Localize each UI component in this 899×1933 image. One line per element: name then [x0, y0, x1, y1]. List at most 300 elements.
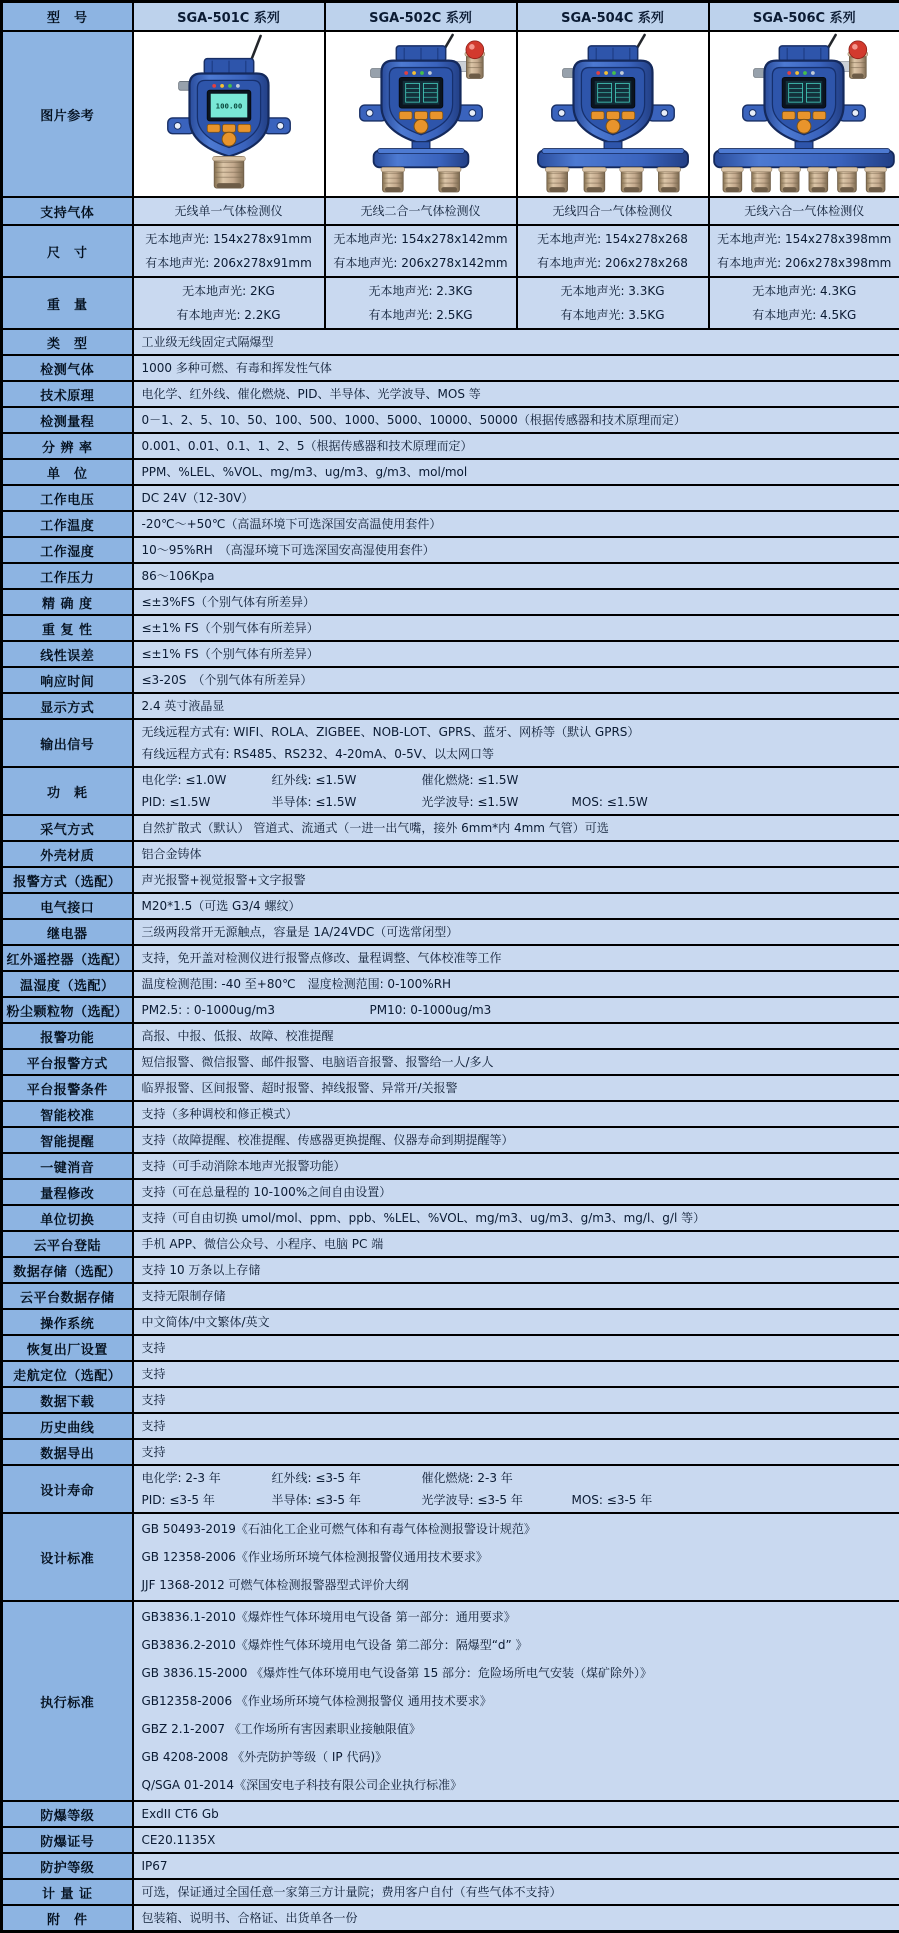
value-cell — [133, 1101, 899, 1127]
value-cell — [133, 1257, 899, 1283]
spec-row — [2, 485, 899, 511]
spec-row — [2, 1827, 899, 1853]
sensor-cylinder — [545, 167, 569, 192]
value-segment: 电化学: 2-3 年 — [142, 1470, 272, 1486]
value-line: 无线远程方式有: WIFI、ROLA、ZIGBEE、NOB-LOT、GPRS、蓝牙、网桥等（默认 GPRS） — [140, 721, 894, 743]
value-line: 临界报警、区间报警、超时报警、掉线报警、异常开/关报警 — [140, 1077, 894, 1099]
value-segment: PM10: 0-1000ug/m3 — [370, 1002, 492, 1018]
sensor-cylinder — [619, 167, 643, 192]
alarm-beacon — [849, 41, 867, 59]
value-cell — [133, 511, 899, 537]
row-label: 云平台数据存储 — [2, 1283, 133, 1309]
value-line: 包装箱、说明书、合格证、出货单各一份 — [140, 1907, 894, 1929]
value-line: 支持 — [140, 1363, 894, 1385]
value-segment: 光学波导: ≤1.5W — [422, 794, 572, 810]
value-line: 无本地声光: 4.3KG — [716, 279, 894, 303]
value-segment: 红外线: ≤3-5 年 — [272, 1470, 422, 1486]
value-line: 无本地声光: 2KG — [140, 279, 318, 303]
value-cell — [133, 329, 899, 355]
row-label: 重 量 — [2, 277, 133, 329]
value-line: 有本地声光: 206x278x142mm — [332, 251, 510, 275]
value-line: 有本地声光: 206x278x268 — [524, 251, 702, 275]
value-cell — [133, 867, 899, 893]
value-line: 电化学、红外线、催化燃烧、PID、半导体、光学波导、MOS 等 — [140, 383, 894, 405]
value-cell — [133, 1153, 899, 1179]
value-segment: 半导体: ≤1.5W — [272, 794, 422, 810]
spec-row — [2, 693, 899, 719]
value-cell — [133, 919, 899, 945]
row-label: 设计寿命 — [2, 1465, 133, 1513]
device-image-cell-sga-506c — [709, 31, 899, 197]
device-button — [222, 132, 236, 146]
value-segment: MOS: ≤1.5W — [572, 794, 648, 810]
value-cell — [133, 1335, 899, 1361]
spec-row — [2, 1387, 899, 1413]
value-line: 无本地声光: 154x278x268 — [524, 227, 702, 251]
row-label: 智能提醒 — [2, 1127, 133, 1153]
row-label: 执行标准 — [2, 1601, 133, 1801]
value-cell — [133, 693, 899, 719]
value-line: 86～106Kpa — [140, 565, 894, 587]
row-label: 平台报警条件 — [2, 1075, 133, 1101]
value-line: 手机 APP、微信公众号、小程序、电脑 PC 端 — [140, 1233, 894, 1255]
row-label: 防爆等级 — [2, 1801, 133, 1827]
value-line: ≤±1% FS（个别气体有所差异） — [140, 643, 894, 665]
value-segment: 电化学: ≤1.0W — [142, 772, 272, 788]
spec-row — [2, 1309, 899, 1335]
row-label: 型 号 — [2, 2, 133, 32]
spec-row — [2, 667, 899, 693]
row-label: 采气方式 — [2, 815, 133, 841]
value-line: 支持 — [140, 1389, 894, 1411]
value-line: 0－1、2、5、10、50、100、500、1000、5000、10000、50000（根据传感器和技术原理而定） — [140, 409, 894, 431]
value-cell — [133, 589, 899, 615]
value-cell — [133, 1465, 899, 1513]
value-cell — [133, 1205, 899, 1231]
value-cell — [133, 1023, 899, 1049]
spec-row — [2, 1205, 899, 1231]
value-cell — [709, 197, 899, 225]
value-line: 无本地声光: 154x278x142mm — [332, 227, 510, 251]
row-label: 检测量程 — [2, 407, 133, 433]
value-line: 有本地声光: 206x278x91mm — [140, 251, 318, 275]
row-label: 输出信号 — [2, 719, 133, 767]
spec-row — [2, 563, 899, 589]
spec-row — [2, 1853, 899, 1879]
value-segment: 光学波导: ≤3-5 年 — [422, 1492, 572, 1508]
value-line: Q/SGA 01-2014《深国安电子科技有限公司企业执行标准》 — [140, 1771, 894, 1799]
value-cell — [133, 841, 899, 867]
spec-row — [2, 1413, 899, 1439]
spec-row — [2, 1335, 899, 1361]
value-cell — [133, 1387, 899, 1413]
value-segment: 催化燃烧: 2-3 年 — [422, 1470, 513, 1486]
value-cell — [133, 1905, 899, 1932]
model-header: SGA-506C 系列 — [709, 2, 899, 32]
row-label: 报警方式（选配） — [2, 867, 133, 893]
value-line: 无线二合一气体检测仪 — [332, 199, 510, 223]
value-cell — [133, 485, 899, 511]
row-label: 检测气体 — [2, 355, 133, 381]
value-cell — [133, 719, 899, 767]
value-line: 支持（可手动消除本地声光报警功能） — [140, 1155, 894, 1177]
svg-text:100.00: 100.00 — [215, 102, 242, 111]
value-cell — [133, 1513, 899, 1601]
value-cell — [133, 1827, 899, 1853]
value-line: 有本地声光: 206x278x398mm — [716, 251, 894, 275]
value-line: DC 24V（12-30V） — [140, 487, 894, 509]
value-cell — [325, 225, 517, 277]
row-label: 类 型 — [2, 329, 133, 355]
value-cell — [133, 1231, 899, 1257]
value-cell — [133, 997, 899, 1023]
row-label: 温湿度（选配） — [2, 971, 133, 997]
row-label: 图片参考 — [2, 31, 133, 197]
value-cell — [133, 563, 899, 589]
value-segment: 催化燃烧: ≤1.5W — [422, 772, 519, 788]
value-line: 高报、中报、低报、故障、校准提醒 — [140, 1025, 894, 1047]
value-cell — [133, 1179, 899, 1205]
model-header: SGA-502C 系列 — [325, 2, 517, 32]
spec-row — [2, 867, 899, 893]
spec-row — [2, 1049, 899, 1075]
spec-row — [2, 1361, 899, 1387]
value-line: 支持（可在总量程的 10-100%之间自由设置） — [140, 1181, 894, 1203]
value-line: 0.001、0.01、0.1、1、2、5（根据传感器和技术原理而定） — [140, 435, 894, 457]
value-cell — [133, 1801, 899, 1827]
value-cell — [133, 381, 899, 407]
value-line: CE20.1135X — [140, 1829, 894, 1851]
spec-row — [2, 767, 899, 815]
value-cell — [133, 1127, 899, 1153]
value-line: 2.4 英寸液晶显 — [140, 695, 894, 717]
spec-row — [2, 407, 899, 433]
spec-row — [2, 1601, 899, 1801]
spec-row — [2, 589, 899, 615]
row-label: 防护等级 — [2, 1853, 133, 1879]
value-line: 有本地声光: 3.5KG — [524, 303, 702, 327]
sensor-cylinder — [836, 167, 858, 192]
value-line: 无本地声光: 154x278x91mm — [140, 227, 318, 251]
value-cell — [133, 1853, 899, 1879]
value-cell — [133, 667, 899, 693]
spec-row — [2, 1231, 899, 1257]
row-label: 技术原理 — [2, 381, 133, 407]
row-label: 线性误差 — [2, 641, 133, 667]
spec-row — [2, 997, 899, 1023]
row-label: 分 辨 率 — [2, 433, 133, 459]
sensor-cylinder — [656, 167, 680, 192]
row-label: 防爆证号 — [2, 1827, 133, 1853]
value-line: 支持 — [140, 1337, 894, 1359]
spec-row — [2, 1179, 899, 1205]
spec-row — [2, 1023, 899, 1049]
spec-row — [2, 381, 899, 407]
value-line: ≤3-20S （个别气体有所差异） — [140, 669, 894, 691]
value-cell — [133, 1075, 899, 1101]
value-cell — [133, 945, 899, 971]
value-line: -20℃～+50℃（高温环境下可选深国安高温使用套件） — [140, 513, 894, 535]
spec-row — [2, 355, 899, 381]
value-cell — [325, 277, 517, 329]
value-line: 铝合金铸体 — [140, 843, 894, 865]
device-image-cell-sga-504c — [517, 31, 709, 197]
spec-row — [2, 1439, 899, 1465]
value-line: 10～95%RH （高湿环境下可选深国安高湿使用套件） — [140, 539, 894, 561]
spec-row — [2, 1257, 899, 1283]
value-line: 支持，免开盖对检测仪进行报警点修改、量程调整、气体校准等工作 — [140, 947, 894, 969]
spec-row — [2, 2, 899, 32]
row-label: 数据存储（选配） — [2, 1257, 133, 1283]
sensor-cylinder — [808, 167, 830, 192]
value-segment: MOS: ≤3-5 年 — [572, 1492, 653, 1508]
sensor-cylinder — [779, 167, 801, 192]
spec-row — [2, 945, 899, 971]
value-line: 温度检测范围: -40 至+80℃ 湿度检测范围: 0-100%RH — [140, 973, 894, 995]
spec-row — [2, 919, 899, 945]
spec-row — [2, 1801, 899, 1827]
sensor-cylinder — [582, 167, 606, 192]
value-line: GB 50493-2019《石油化工企业可燃气体和有毒气体检测报警设计规范》 — [140, 1515, 894, 1543]
sensor-cylinder — [380, 167, 404, 192]
spec-row — [2, 1465, 899, 1513]
value-cell — [133, 1413, 899, 1439]
device-image — [519, 32, 707, 193]
device-button — [606, 119, 620, 133]
value-line: 无本地声光: 2.3KG — [332, 279, 510, 303]
value-line: ExdII CT6 Gb — [140, 1803, 894, 1825]
device-button — [797, 119, 811, 133]
value-line: ≤±1% FS（个别气体有所差异） — [140, 617, 894, 639]
row-label: 智能校准 — [2, 1101, 133, 1127]
alarm-beacon — [465, 41, 483, 59]
value-cell — [517, 277, 709, 329]
value-cell — [133, 615, 899, 641]
spec-row — [2, 1075, 899, 1101]
value-line — [140, 1467, 894, 1489]
value-cell — [517, 197, 709, 225]
value-line: 中文简体/中文繁体/英文 — [140, 1311, 894, 1333]
row-label: 恢复出厂设置 — [2, 1335, 133, 1361]
spec-row — [2, 841, 899, 867]
row-label: 云平台登陆 — [2, 1231, 133, 1257]
value-segment: 红外线: ≤1.5W — [272, 772, 422, 788]
row-label: 附 件 — [2, 1905, 133, 1932]
sensor-cylinder — [722, 167, 744, 192]
spec-row — [2, 197, 899, 225]
row-label: 精 确 度 — [2, 589, 133, 615]
spec-row — [2, 433, 899, 459]
row-label: 重 复 性 — [2, 615, 133, 641]
value-line: M20*1.5（可选 G3/4 螺纹） — [140, 895, 894, 917]
spec-row — [2, 719, 899, 767]
spec-row — [2, 1127, 899, 1153]
value-cell — [133, 1309, 899, 1335]
value-cell — [133, 971, 899, 997]
row-label: 尺 寸 — [2, 225, 133, 277]
row-label: 响应时间 — [2, 667, 133, 693]
value-line — [140, 1489, 894, 1511]
sensor-cylinder — [865, 167, 887, 192]
row-label: 工作温度 — [2, 511, 133, 537]
row-label: 数据下载 — [2, 1387, 133, 1413]
value-cell — [133, 225, 325, 277]
model-header: SGA-504C 系列 — [517, 2, 709, 32]
spec-row — [2, 641, 899, 667]
value-line: 支持 — [140, 1415, 894, 1437]
value-line: 工业级无线固定式隔爆型 — [140, 331, 894, 353]
spec-row — [2, 615, 899, 641]
value-line: 有线远程方式有: RS485、RS232、4-20mA、0-5V、以太网口等 — [140, 743, 894, 765]
value-segment: 半导体: ≤3-5 年 — [272, 1492, 422, 1508]
value-line — [140, 769, 894, 791]
row-label: 单位切换 — [2, 1205, 133, 1231]
row-label: 设计标准 — [2, 1513, 133, 1601]
value-cell — [133, 1049, 899, 1075]
row-label: 工作湿度 — [2, 537, 133, 563]
value-cell — [133, 407, 899, 433]
value-cell — [133, 459, 899, 485]
device-image — [135, 32, 323, 193]
spec-row — [2, 329, 899, 355]
value-cell — [133, 641, 899, 667]
device-image-cell-sga-501c — [133, 31, 325, 197]
spec-row — [2, 277, 899, 329]
value-cell — [133, 355, 899, 381]
row-label: 外壳材质 — [2, 841, 133, 867]
row-label: 工作电压 — [2, 485, 133, 511]
row-label: 数据导出 — [2, 1439, 133, 1465]
sensor-cylinder — [437, 167, 461, 192]
spec-row — [2, 1905, 899, 1932]
value-cell — [133, 893, 899, 919]
value-line: 支持无限制存储 — [140, 1285, 894, 1307]
value-line: 支持 — [140, 1441, 894, 1463]
spec-row — [2, 1283, 899, 1309]
value-cell — [133, 1439, 899, 1465]
spec-row — [2, 893, 899, 919]
row-label: 计 量 证 — [2, 1879, 133, 1905]
value-cell — [133, 537, 899, 563]
value-line: 无本地声光: 154x278x398mm — [716, 227, 894, 251]
value-line: 可选，保证通过全国任意一家第三方计量院；费用客户自付（有些气体不支持） — [140, 1881, 894, 1903]
row-label: 红外遥控器（选配） — [2, 945, 133, 971]
spec-row — [2, 537, 899, 563]
value-line: 有本地声光: 2.2KG — [140, 303, 318, 327]
device-image — [710, 32, 898, 193]
row-label: 电气接口 — [2, 893, 133, 919]
row-label: 历史曲线 — [2, 1413, 133, 1439]
row-label: 报警功能 — [2, 1023, 133, 1049]
model-header: SGA-501C 系列 — [133, 2, 325, 32]
value-line: ≤±3%FS（个别气体有所差异） — [140, 591, 894, 613]
row-label: 支持气体 — [2, 197, 133, 225]
value-line: 无本地声光: 3.3KG — [524, 279, 702, 303]
value-line: PPM、%LEL、%VOL、mg/m3、ug/m3、g/m3、mol/mol — [140, 461, 894, 483]
value-line: JJF 1368-2012 可燃气体检测报警器型式评价大纲 — [140, 1571, 894, 1599]
value-line: 无线六合一气体检测仪 — [716, 199, 894, 223]
value-cell — [133, 1601, 899, 1801]
value-line: 支持（多种调校和修正模式） — [140, 1103, 894, 1125]
row-label: 功 耗 — [2, 767, 133, 815]
row-label: 工作压力 — [2, 563, 133, 589]
spec-row — [2, 1513, 899, 1601]
value-line: 声光报警+视觉报警+文字报警 — [140, 869, 894, 891]
device-button — [414, 119, 428, 133]
spec-row — [2, 971, 899, 997]
value-line: 有本地声光: 2.5KG — [332, 303, 510, 327]
value-line: GB 12358-2006《作业场所环境气体检测报警仪通用技术要求》 — [140, 1543, 894, 1571]
value-cell — [133, 277, 325, 329]
value-cell — [133, 433, 899, 459]
value-line: 自然扩散式（默认） 管道式、流通式（一进一出气嘴，接外 6mm*内 4mm 气管）可选 — [140, 817, 894, 839]
spec-row — [2, 31, 899, 197]
row-label: 操作系统 — [2, 1309, 133, 1335]
spec-row — [2, 815, 899, 841]
row-label: 粉尘颗粒物（选配） — [2, 997, 133, 1023]
value-cell — [709, 225, 899, 277]
sensor-cylinder — [750, 167, 772, 192]
device-image-cell-sga-502c — [325, 31, 517, 197]
value-line — [140, 999, 894, 1021]
device-image — [327, 32, 515, 193]
value-cell — [133, 1879, 899, 1905]
value-line: 有本地声光: 4.5KG — [716, 303, 894, 327]
row-label: 继电器 — [2, 919, 133, 945]
spec-row — [2, 225, 899, 277]
value-line: 三级两段常开无源触点，容量是 1A/24VDC（可选常闭型） — [140, 921, 894, 943]
value-cell — [133, 197, 325, 225]
value-line: GBZ 2.1-2007 《工作场所有害因素职业接触限值》 — [140, 1715, 894, 1743]
value-line: 无线单一气体检测仪 — [140, 199, 318, 223]
row-label: 走航定位（选配） — [2, 1361, 133, 1387]
spec-row — [2, 1153, 899, 1179]
value-cell — [133, 1361, 899, 1387]
value-line: 1000 多种可燃、有毒和挥发性气体 — [140, 357, 894, 379]
value-line: GB12358-2006 《作业场所环境气体检测报警仪 通用技术要求》 — [140, 1687, 894, 1715]
row-label: 平台报警方式 — [2, 1049, 133, 1075]
value-line: 支持 10 万条以上存储 — [140, 1259, 894, 1281]
value-cell — [325, 197, 517, 225]
spec-row — [2, 459, 899, 485]
row-label: 量程修改 — [2, 1179, 133, 1205]
value-segment: PID: ≤3-5 年 — [142, 1492, 272, 1508]
value-cell — [133, 815, 899, 841]
value-line: 短信报警、微信报警、邮件报警、电脑语音报警、报警给一人/多人 — [140, 1051, 894, 1073]
value-line: 支持（可自由切换 umol/mol、ppm、ppb、%LEL、%VOL、mg/m3、ug/m3、g/m3、mg/l、g/l 等） — [140, 1207, 894, 1229]
value-line: GB3836.2-2010《爆炸性气体环境用电气设备 第二部分：隔爆型“d” 》 — [140, 1631, 894, 1659]
value-line: IP67 — [140, 1855, 894, 1877]
row-label: 一键消音 — [2, 1153, 133, 1179]
value-segment: PID: ≤1.5W — [142, 794, 272, 810]
spec-row — [2, 1879, 899, 1905]
value-line: 支持（故障提醒、校准提醒、传感器更换提醒、仪器寿命到期提醒等） — [140, 1129, 894, 1151]
value-cell — [709, 277, 899, 329]
value-cell — [133, 1283, 899, 1309]
sensor-cylinder — [212, 156, 245, 188]
value-line: GB 4208-2008 《外壳防护等级（ IP 代码)》 — [140, 1743, 894, 1771]
value-line: 无线四合一气体检测仪 — [524, 199, 702, 223]
value-cell — [133, 767, 899, 815]
spec-row — [2, 511, 899, 537]
spec-row — [2, 1101, 899, 1127]
value-line: GB3836.1-2010《爆炸性气体环境用电气设备 第一部分：通用要求》 — [140, 1603, 894, 1631]
value-line: GB 3836.15-2000 《爆炸性气体环境用电气设备第 15 部分：危险场所电气安装（煤矿除外）》 — [140, 1659, 894, 1687]
value-line — [140, 791, 894, 813]
value-segment: PM2.5: : 0-1000ug/m3 — [142, 1002, 370, 1018]
value-cell — [517, 225, 709, 277]
row-label: 单 位 — [2, 459, 133, 485]
